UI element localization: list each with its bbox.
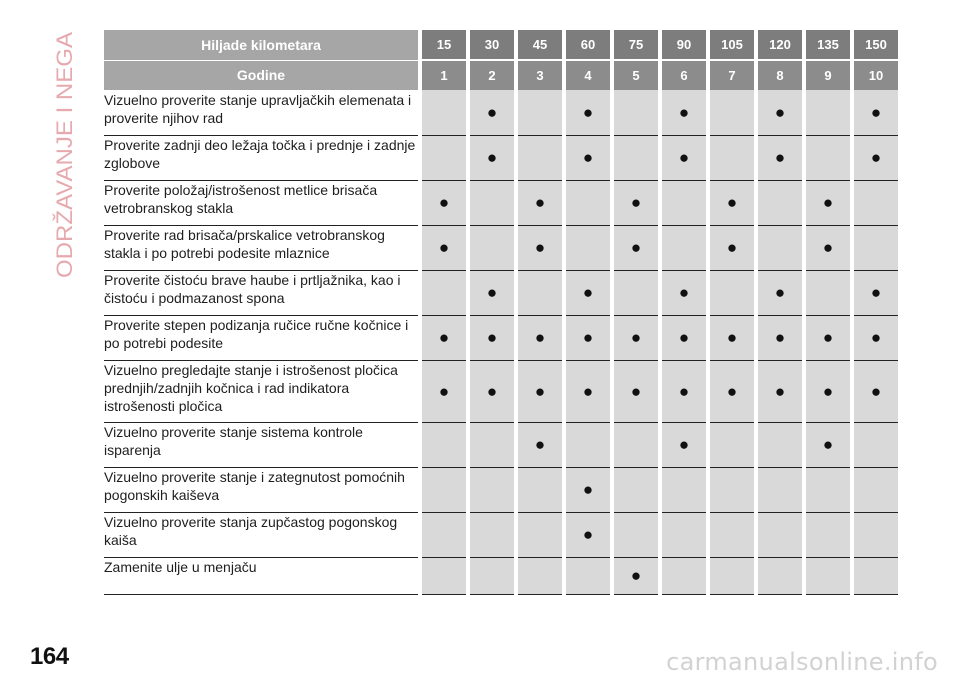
check-dot-icon: ● xyxy=(486,148,498,167)
check-dot-icon: ● xyxy=(534,238,546,257)
table-row xyxy=(104,360,900,422)
schedule-cell xyxy=(564,270,612,315)
schedule-cell xyxy=(804,422,852,467)
schedule-cell xyxy=(564,135,612,180)
schedule-cell xyxy=(804,512,852,557)
schedule-cell xyxy=(516,360,564,422)
table-row xyxy=(104,315,900,360)
schedule-cell xyxy=(708,135,756,180)
schedule-cell xyxy=(516,467,564,512)
schedule-cell xyxy=(804,557,852,594)
km-header-cell: 45 xyxy=(516,30,564,60)
schedule-cell xyxy=(660,315,708,360)
year-header-cell: 6 xyxy=(660,60,708,90)
schedule-cell xyxy=(708,512,756,557)
schedule-cell xyxy=(420,135,468,180)
schedule-cell xyxy=(756,557,804,594)
table-row xyxy=(104,225,900,270)
schedule-cell xyxy=(468,422,516,467)
schedule-cell xyxy=(660,360,708,422)
schedule-cell xyxy=(852,270,900,315)
schedule-cell xyxy=(852,422,900,467)
schedule-cell xyxy=(660,512,708,557)
schedule-cell xyxy=(564,512,612,557)
check-dot-icon: ● xyxy=(822,193,834,212)
task-description: Proverite stepen podizanja ručice ručne kočnice i po potrebi podesite xyxy=(104,315,420,360)
schedule-cell xyxy=(660,90,708,135)
schedule-cell xyxy=(612,270,660,315)
schedule-cell xyxy=(564,422,612,467)
task-description: Vizuelno proverite stanje i zategnutost pomoćnih pogonskih kaiševa xyxy=(104,467,420,512)
schedule-cell xyxy=(468,557,516,594)
schedule-cell xyxy=(804,315,852,360)
km-header-label: Hiljade kilometara xyxy=(104,30,420,60)
check-dot-icon: ● xyxy=(438,328,450,347)
check-dot-icon: ● xyxy=(774,328,786,347)
year-header-cell: 7 xyxy=(708,60,756,90)
schedule-cell xyxy=(756,467,804,512)
schedule-cell xyxy=(612,467,660,512)
km-header-cell: 90 xyxy=(660,30,708,60)
km-header-cell: 15 xyxy=(420,30,468,60)
side-title-text: ODRŽAVANJE I NEGA xyxy=(52,52,77,278)
schedule-cell xyxy=(852,225,900,270)
schedule-cell xyxy=(516,270,564,315)
year-header-cell: 9 xyxy=(804,60,852,90)
schedule-cell xyxy=(660,225,708,270)
schedule-cell xyxy=(756,270,804,315)
schedule-cell xyxy=(564,315,612,360)
schedule-cell xyxy=(564,225,612,270)
schedule-cell xyxy=(420,315,468,360)
km-header-cell: 120 xyxy=(756,30,804,60)
schedule-cell xyxy=(516,422,564,467)
check-dot-icon: ● xyxy=(534,435,546,454)
schedule-cell xyxy=(756,315,804,360)
year-header-cell: 2 xyxy=(468,60,516,90)
year-header-cell: 3 xyxy=(516,60,564,90)
table-row xyxy=(104,180,900,225)
check-dot-icon: ● xyxy=(822,381,834,401)
schedule-cell xyxy=(708,360,756,422)
schedule-cell xyxy=(516,315,564,360)
schedule-cell xyxy=(660,422,708,467)
schedule-cell xyxy=(708,270,756,315)
schedule-cell xyxy=(612,422,660,467)
km-header-cell: 75 xyxy=(612,30,660,60)
km-header-cell: 135 xyxy=(804,30,852,60)
check-dot-icon: ● xyxy=(774,102,786,122)
schedule-cell xyxy=(468,225,516,270)
schedule-cell xyxy=(564,467,612,512)
schedule-cell xyxy=(804,90,852,135)
year-header-cell: 4 xyxy=(564,60,612,90)
schedule-cell xyxy=(660,557,708,594)
schedule-cell xyxy=(756,512,804,557)
maintenance-schedule-table xyxy=(104,30,902,595)
years-header-label: Godine xyxy=(104,60,420,90)
check-dot-icon: ● xyxy=(870,283,882,302)
schedule-cell xyxy=(612,557,660,594)
schedule-cell xyxy=(612,225,660,270)
schedule-cell xyxy=(804,360,852,422)
schedule-cell xyxy=(468,467,516,512)
schedule-cell xyxy=(660,180,708,225)
schedule-cell xyxy=(564,90,612,135)
schedule-cell xyxy=(708,225,756,270)
check-dot-icon: ● xyxy=(870,328,882,347)
year-header-cell: 1 xyxy=(420,60,468,90)
check-dot-icon: ● xyxy=(534,193,546,212)
check-dot-icon: ● xyxy=(870,102,882,122)
schedule-cell xyxy=(516,557,564,594)
check-dot-icon: ● xyxy=(726,381,738,401)
schedule-cell xyxy=(516,225,564,270)
check-dot-icon: ● xyxy=(726,238,738,257)
schedule-cell xyxy=(804,270,852,315)
schedule-cell xyxy=(756,180,804,225)
check-dot-icon: ● xyxy=(726,193,738,212)
check-dot-icon: ● xyxy=(438,381,450,401)
check-dot-icon: ● xyxy=(582,102,594,122)
table-row xyxy=(104,512,900,557)
schedule-cell xyxy=(420,557,468,594)
schedule-cell xyxy=(612,135,660,180)
task-description: Proverite zadnji deo ležaja točka i prednje i zadnje zglobove xyxy=(104,135,420,180)
schedule-cell xyxy=(852,315,900,360)
check-dot-icon: ● xyxy=(582,480,594,499)
schedule-cell xyxy=(468,180,516,225)
check-dot-icon: ● xyxy=(678,148,690,167)
schedule-cell xyxy=(804,180,852,225)
schedule-cell xyxy=(468,360,516,422)
check-dot-icon: ● xyxy=(774,283,786,302)
task-description: Vizuelno proverite stanje sistema kontrole isparenja xyxy=(104,422,420,467)
schedule-cell xyxy=(516,512,564,557)
check-dot-icon: ● xyxy=(774,381,786,401)
schedule-cell xyxy=(468,512,516,557)
check-dot-icon: ● xyxy=(822,238,834,257)
check-dot-icon: ● xyxy=(582,525,594,544)
km-header-cell: 30 xyxy=(468,30,516,60)
check-dot-icon: ● xyxy=(726,328,738,347)
check-dot-icon: ● xyxy=(630,328,642,347)
table-row xyxy=(104,467,900,512)
table-row xyxy=(104,135,900,180)
task-description: Proverite položaj/istrošenost metlice brisača vetrobranskog stakla xyxy=(104,180,420,225)
schedule-cell xyxy=(564,180,612,225)
task-description: Proverite rad brisača/prskalice vetrobranskog stakla i po potrebi podesite mlaznice xyxy=(104,225,420,270)
watermark: carmanualsonline.info xyxy=(666,648,938,676)
schedule-cell xyxy=(468,270,516,315)
schedule-cell xyxy=(420,360,468,422)
check-dot-icon: ● xyxy=(486,102,498,122)
check-dot-icon: ● xyxy=(630,238,642,257)
table-row xyxy=(104,422,900,467)
check-dot-icon: ● xyxy=(534,381,546,401)
check-dot-icon: ● xyxy=(678,328,690,347)
task-description: Vizuelno proverite stanje upravljačkih elemenata i proverite njihov rad xyxy=(104,90,420,135)
schedule-cell xyxy=(708,315,756,360)
schedule-body xyxy=(104,90,900,594)
schedule-cell xyxy=(804,135,852,180)
task-description: Zamenite ulje u menjaču xyxy=(104,557,420,594)
schedule-cell xyxy=(612,315,660,360)
schedule-cell xyxy=(612,90,660,135)
check-dot-icon: ● xyxy=(678,381,690,401)
check-dot-icon: ● xyxy=(582,148,594,167)
schedule-cell xyxy=(420,270,468,315)
km-header-cell: 60 xyxy=(564,30,612,60)
schedule-cell xyxy=(804,467,852,512)
check-dot-icon: ● xyxy=(678,283,690,302)
header-row-km xyxy=(104,30,900,60)
schedule-cell xyxy=(420,467,468,512)
schedule-cell xyxy=(420,512,468,557)
schedule-cell xyxy=(660,270,708,315)
schedule-cell xyxy=(756,360,804,422)
schedule-cell xyxy=(660,135,708,180)
schedule-cell xyxy=(612,180,660,225)
schedule-cell xyxy=(468,135,516,180)
check-dot-icon: ● xyxy=(630,193,642,212)
check-dot-icon: ● xyxy=(870,148,882,167)
check-dot-icon: ● xyxy=(678,435,690,454)
year-header-cell: 8 xyxy=(756,60,804,90)
schedule-cell xyxy=(708,422,756,467)
schedule-cell xyxy=(516,135,564,180)
check-dot-icon: ● xyxy=(582,328,594,347)
schedule-cell xyxy=(468,90,516,135)
check-dot-icon: ● xyxy=(582,283,594,302)
check-dot-icon: ● xyxy=(678,102,690,122)
schedule-cell xyxy=(468,315,516,360)
schedule-cell xyxy=(420,180,468,225)
schedule-cell xyxy=(516,90,564,135)
check-dot-icon: ● xyxy=(534,328,546,347)
km-header-cell: 105 xyxy=(708,30,756,60)
check-dot-icon: ● xyxy=(822,328,834,347)
schedule-cell xyxy=(756,90,804,135)
schedule-cell xyxy=(516,180,564,225)
check-dot-icon: ● xyxy=(774,148,786,167)
schedule-cell xyxy=(756,135,804,180)
schedule-cell xyxy=(708,557,756,594)
task-description: Vizuelno pregledajte stanje i istrošenost pločica prednjih/zadnjih kočnica i rad indikatora istrošenosti pločica xyxy=(104,360,420,422)
schedule-cell xyxy=(756,225,804,270)
check-dot-icon: ● xyxy=(630,566,642,585)
check-dot-icon: ● xyxy=(822,435,834,454)
km-header-cell: 150 xyxy=(852,30,900,60)
schedule-cell xyxy=(852,467,900,512)
check-dot-icon: ● xyxy=(582,381,594,401)
schedule-cell xyxy=(420,422,468,467)
check-dot-icon: ● xyxy=(438,238,450,257)
year-header-cell: 5 xyxy=(612,60,660,90)
side-section-title xyxy=(52,30,78,280)
schedule-cell xyxy=(420,225,468,270)
page-number: 164 xyxy=(30,643,69,670)
schedule-cell xyxy=(852,180,900,225)
schedule-cell xyxy=(420,90,468,135)
schedule-cell xyxy=(756,422,804,467)
check-dot-icon: ● xyxy=(486,283,498,302)
schedule-cell xyxy=(852,135,900,180)
schedule-cell xyxy=(804,225,852,270)
header-row-years xyxy=(104,60,900,90)
check-dot-icon: ● xyxy=(870,381,882,401)
schedule-cell xyxy=(852,360,900,422)
schedule-cell xyxy=(564,360,612,422)
task-description: Proverite čistoću brave haube i prtljažnika, kao i čistoću i podmazanost spona xyxy=(104,270,420,315)
check-dot-icon: ● xyxy=(486,328,498,347)
schedule-cell xyxy=(708,467,756,512)
table-row xyxy=(104,90,900,135)
schedule-cell xyxy=(852,557,900,594)
table-row xyxy=(104,557,900,594)
check-dot-icon: ● xyxy=(438,193,450,212)
schedule-cell xyxy=(852,90,900,135)
task-description: Vizuelno proverite stanja zupčastog pogonskog kaiša xyxy=(104,512,420,557)
check-dot-icon: ● xyxy=(630,381,642,401)
schedule-cell xyxy=(660,467,708,512)
year-header-cell: 10 xyxy=(852,60,900,90)
schedule-cell xyxy=(708,90,756,135)
schedule-cell xyxy=(708,180,756,225)
schedule-cell xyxy=(852,512,900,557)
schedule-cell xyxy=(564,557,612,594)
check-dot-icon: ● xyxy=(486,381,498,401)
schedule-cell xyxy=(612,512,660,557)
table-row xyxy=(104,270,900,315)
schedule-cell xyxy=(612,360,660,422)
